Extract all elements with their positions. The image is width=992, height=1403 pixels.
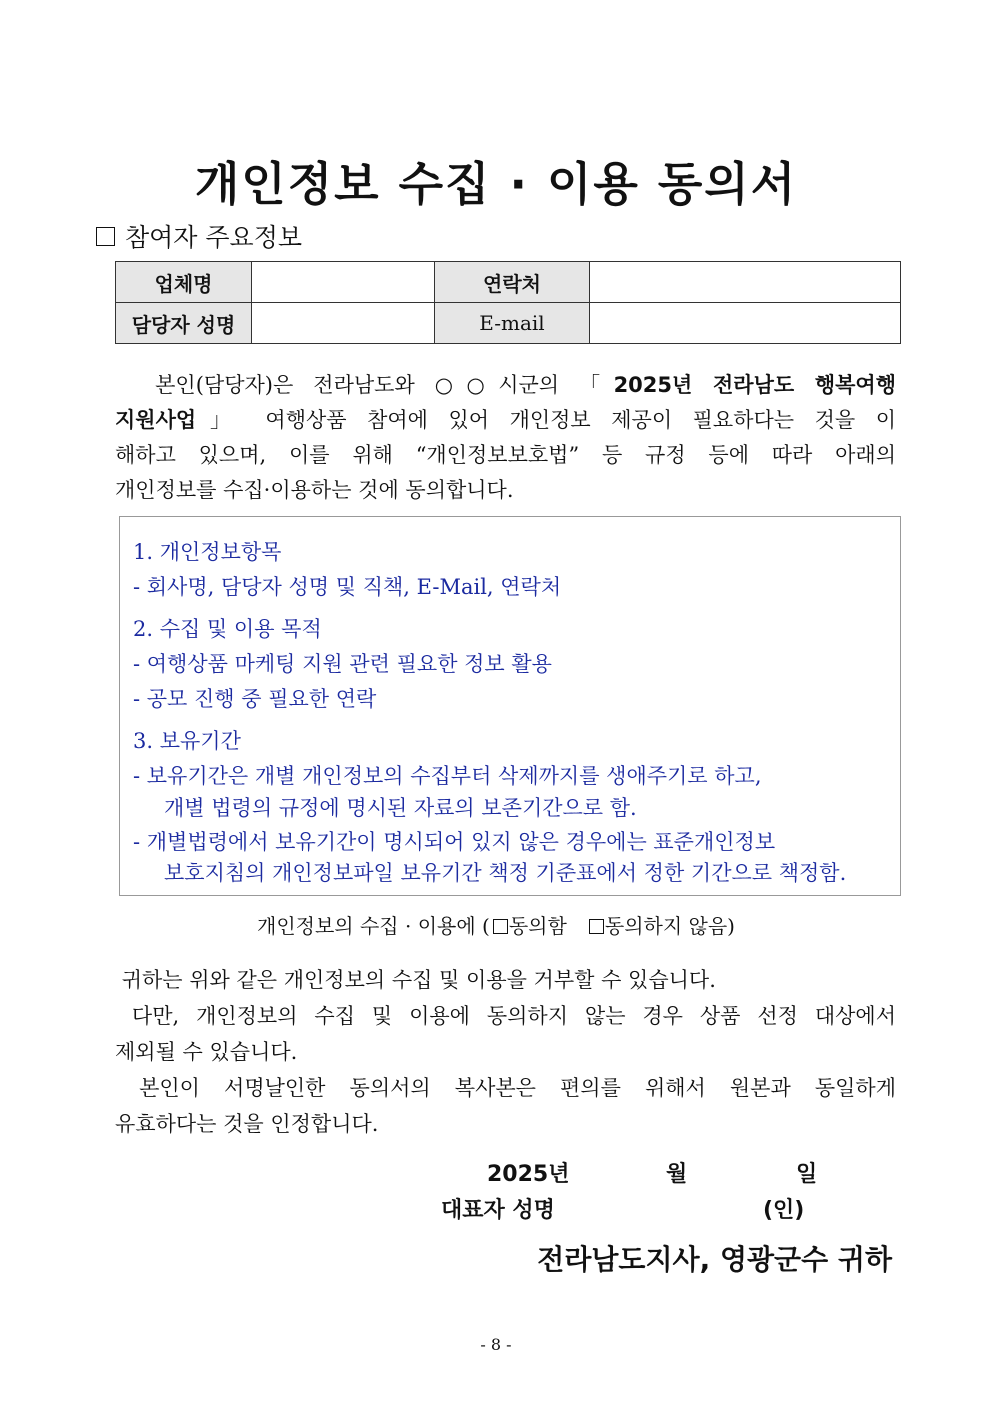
item3-bullet: - 보유기간은 개별 개인정보의 수집부터 삭제까지를 생애주기로 하고, bbox=[133, 764, 762, 788]
email-label: E-mail bbox=[435, 303, 590, 344]
consent-suffix: ) bbox=[727, 914, 735, 938]
signature-year: 2025년 bbox=[487, 1162, 570, 1187]
agree-checkbox[interactable] bbox=[493, 919, 508, 934]
intro-text: 」 여행상품 참여에 있어 개인정보 제공이 필요하다는 것을 이 bbox=[196, 408, 896, 432]
intro-line: 개인정보를 수집·이용하는 것에 동의합니다. bbox=[115, 478, 514, 502]
participant-info-table bbox=[115, 261, 901, 344]
item1-title: 1. 개인정보항목 bbox=[133, 540, 282, 564]
signature-month: 월 bbox=[666, 1162, 688, 1187]
note-text: 본인이 서명날인한 동의서의 복사본은 편의를 위해서 원본과 동일하게 bbox=[139, 1076, 896, 1100]
square-icon bbox=[96, 227, 115, 246]
signature-day: 일 bbox=[796, 1162, 818, 1187]
notes-paragraph bbox=[115, 962, 896, 1142]
note-text: 다만, 개인정보의 수집 및 이용에 동의하지 않는 경우 상품 선정 대상에서 bbox=[131, 1004, 896, 1028]
intro-line bbox=[115, 368, 896, 403]
consent-prefix: 개인정보의 수집 · 이용에 ( bbox=[257, 914, 490, 938]
manager-label: 담당자 성명 bbox=[116, 303, 252, 344]
intro-paragraph bbox=[115, 368, 896, 508]
project-name: 2025년 전라남도 행복여행 bbox=[613, 373, 896, 397]
intro-line bbox=[115, 403, 896, 438]
note-line: 유효하다는 것을 인정합니다. bbox=[115, 1112, 379, 1136]
table-row bbox=[116, 303, 901, 344]
note-text: 귀하는 위와 같은 개인정보의 수집 및 이용을 거부할 수 있습니다. bbox=[121, 968, 716, 992]
disagree-label: 동의하지 않음 bbox=[604, 914, 728, 938]
item3-title: 3. 보유기간 bbox=[133, 729, 241, 753]
disagree-checkbox[interactable] bbox=[589, 919, 604, 934]
section-heading bbox=[96, 218, 302, 254]
company-field[interactable] bbox=[252, 262, 435, 303]
project-name: 지원사업 bbox=[115, 408, 197, 432]
email-field[interactable] bbox=[590, 303, 901, 344]
item2-bullet: - 여행상품 마케팅 지원 관련 필요한 정보 활용 bbox=[133, 652, 552, 676]
note-line bbox=[115, 1070, 896, 1106]
addressee: 전라남도지사, 영광군수 귀하 bbox=[537, 1243, 892, 1276]
seal-mark: (인) bbox=[763, 1198, 805, 1223]
item1-bullet: - 회사명, 담당자 성명 및 직책, E-Mail, 연락처 bbox=[133, 575, 562, 599]
intro-text: 본인(담당자)은 전라남도와 ○○시군의 「 bbox=[155, 373, 614, 397]
note-line: 제외될 수 있습니다. bbox=[115, 1040, 298, 1064]
section-heading-label: 참여자 주요정보 bbox=[125, 223, 302, 252]
table-row bbox=[116, 262, 901, 303]
intro-line: 해하고 있으며, 이를 위해 “개인정보보호법” 등 규정 등에 따라 아래의 bbox=[115, 443, 896, 467]
manager-field[interactable] bbox=[252, 303, 435, 344]
company-label: 업체명 bbox=[116, 262, 252, 303]
page-number: - 8 - bbox=[480, 1335, 512, 1354]
representative-label: 대표자 성명 bbox=[441, 1198, 555, 1223]
agree-label: 동의함 bbox=[508, 914, 567, 938]
item3-bullet: - 개별법령에서 보유기간이 명시되어 있지 않은 경우에는 표준개인정보 bbox=[133, 830, 776, 854]
document-title: 개인정보 수집 · 이용 동의서 bbox=[194, 157, 798, 211]
note-line bbox=[115, 962, 896, 998]
consent-row bbox=[0, 910, 992, 939]
note-line bbox=[115, 998, 896, 1034]
item3-bullet-continuation: 보호지침의 개인정보파일 보유기간 책정 기준표에서 정한 기간으로 책정함. bbox=[164, 861, 847, 885]
contact-label: 연락처 bbox=[435, 262, 590, 303]
item2-title: 2. 수집 및 이용 목적 bbox=[133, 617, 322, 641]
contact-field[interactable] bbox=[590, 262, 901, 303]
item3-bullet-continuation: 개별 법령의 규정에 명시된 자료의 보존기간으로 함. bbox=[164, 796, 637, 820]
item2-bullet: - 공모 진행 중 필요한 연락 bbox=[133, 687, 377, 711]
